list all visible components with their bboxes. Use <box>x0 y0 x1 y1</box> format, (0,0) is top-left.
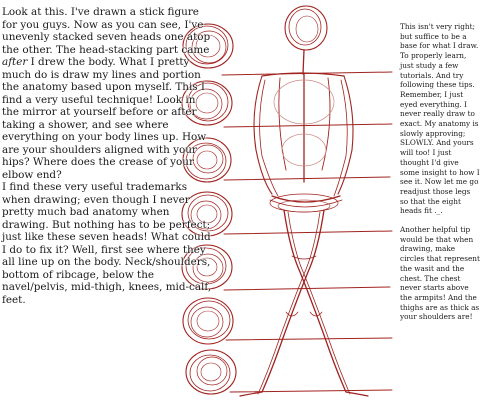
proportion-lines <box>222 72 392 392</box>
paragraph-helpful-tip: Another helpful tip would be that when drawing, make circles that represent the wasit and the chest. The chest never starts above the armpits! And the thighs are as thick as your shoulders are! <box>400 225 480 322</box>
paragraph-trademarks: I find these very useful trademarks when drawing; even though I never pretty much bad anatomy when drawing. But nothing has to be perfect; just like these seven heads! What could I do to fix it? Well, first see where they all line up on the body. Neck/shoulders, bottom of ribcage, below the navel/pelvis, mid-thigh, knees, mid-calf, feet. <box>2 181 212 306</box>
paragraph-disclaimer: This isn't very right; but suffice to be a base for what I draw. To properly learn, just study a few tutorials. And try following these tips. Remember, I just eyed everything. I never really draw to exact. My anatomy is slowly approving; SLOWLY. And yours will too! I just thought I'd give some insight to how I see it. Now let me go readjust those legs so that the eight heads fit ._. <box>400 22 480 216</box>
intro-text-a: Look at this. I've drawn a stick figure for you guys. Now as you can see, I've unevenly stacked seven heads one atop the other. The head-stacking part came <box>2 6 211 56</box>
paragraph-intro <box>2 6 214 181</box>
explanation-right <box>400 22 480 322</box>
head-circle <box>186 350 236 394</box>
intro-emphasis: after <box>2 56 28 68</box>
figure-head <box>285 6 327 74</box>
stick-figure <box>240 6 368 396</box>
intro-text-b: I drew the body. What I pretty much do is draw my lines and portion the anatomy based upon myself. This I find a very useful technique! Look in the mirror at yourself before or after taking a shower, and see where everything on your body lines up. How are your shoulders aligned with your hips? Where does the crease of your elbow end? <box>2 56 207 181</box>
explanation-left <box>2 6 214 306</box>
